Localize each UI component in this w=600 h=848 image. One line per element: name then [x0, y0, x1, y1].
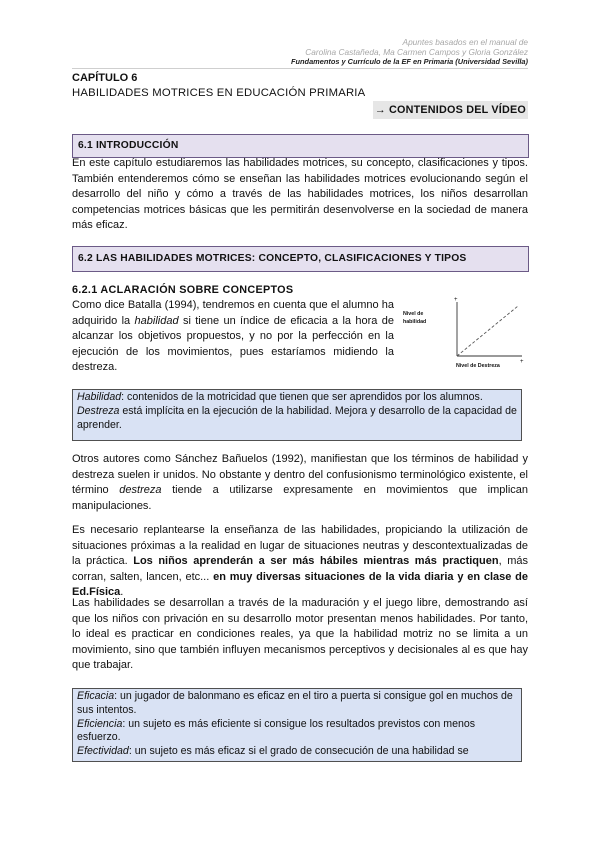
text-run: tiende a utilizarse expresamente en movimientos que implican manipulaciones.	[72, 484, 529, 512]
sanchez-paragraph	[72, 452, 528, 514]
text-run: .	[120, 586, 124, 599]
definition-destreza	[77, 405, 517, 433]
definition-box-eficacia	[72, 688, 522, 762]
replantear-paragraph	[72, 523, 528, 601]
definition-habilidad	[77, 391, 517, 405]
definition-eficacia	[77, 690, 517, 718]
x-axis-label: Nivel de Destreza	[456, 363, 500, 369]
video-contents-link[interactable]: → CONTENIDOS DEL VÍDEO	[373, 101, 528, 119]
term: Eficiencia	[77, 717, 123, 730]
section-heading-habilidades: 6.2 LAS HABILIDADES MOTRICES: CONCEPTO, CLASIFICACIONES Y TIPOS	[72, 246, 529, 272]
maduracion-paragraph: Las habilidades se desarrollan a través de la maduración y el juego libre, demostrando así que los niños con privación en su desarrollo motor presentan menos habilidades. Por tanto, lo ideal es practicar en condiciones reales, ya que la habilidad motriz no se limita a un movimiento, sino que también influyen mecanismos perceptivos y decisionales al es que hay que trabajar.	[72, 597, 528, 672]
header-course-line: Fundamentos y Currículo de la EF en Primaria (Universidad Sevilla)	[291, 57, 528, 66]
y-label-line: habilidad	[403, 319, 427, 325]
definition-text: : contenidos de la motricidad que tienen que ser aprendidos por los alumnos.	[121, 391, 483, 403]
definition-efectividad	[77, 745, 517, 759]
definition-text: : un jugador de balonmano es eficaz en el tiro a puerta si consigue gol en muchos de sus intentos.	[77, 690, 513, 716]
definition-box-habilidad-destreza	[72, 389, 522, 441]
italic-term: destreza	[119, 484, 162, 497]
chapter-title: HABILIDADES MOTRICES EN EDUCACIÓN PRIMARIA	[72, 87, 366, 99]
definition-eficiencia	[77, 718, 517, 746]
term: Efectividad	[77, 745, 129, 758]
chapter-label: CAPÍTULO 6	[72, 72, 138, 84]
skill-dexterity-figure	[398, 296, 530, 374]
definition-text: : un sujeto es más eficiente si consigue los resultados previstos con menos esfuerzo.	[77, 717, 476, 744]
definition-text: : un sujeto es más eficaz si el grado de consecución de una habilidad se	[128, 745, 469, 758]
header-source-line: Apuntes basados en el manual de	[402, 37, 528, 47]
subsection-heading: 6.2.1 ACLARACIÓN SOBRE CONCEPTOS	[72, 284, 294, 296]
header-divider	[72, 68, 528, 69]
y-axis-label	[403, 310, 439, 326]
definition-text: está implícita en la ejecución de la habilidad. Mejora y desarrollo de la capacidad de aprender.	[77, 404, 517, 431]
y-label-line: Nivel de	[403, 311, 424, 317]
dashed-diagonal	[457, 306, 518, 356]
text-run: Como dice Batalla (1994), tendremos en cuenta que el alumno ha adquirido la	[72, 299, 394, 327]
term: Destreza	[77, 404, 120, 417]
intro-paragraph: En este capítulo estudiaremos las habilidades motrices, su concepto, clasificaciones y tipos. También entenderemos cómo se enseñan las habilidades motrices evolucionando según el desarrollo del niño y cómo a través de las habilidades motrices, los niños desarrollan competencias motrices básicas que les permitirán desenvolverse en la sociedad de manera más eficaz.	[72, 157, 528, 232]
bold-run: en muy diversas situaciones de la vida diaria y en clase de Ed.Física	[72, 570, 528, 599]
text-run: Otros autores como Sánchez Bañuelos (1992), manifiestan que los términos de habilidad y destreza suelen ir unidos. No obstante y dentro del confusionismo terminológico existente, el término	[72, 453, 528, 497]
x-plus-mark: +	[520, 359, 524, 365]
text-run: si tiene un índice de eficacia a la hora de alcanzar los objetivos propuestos, y no por la perfección en la ejecución de los movimientos, pues estaríamos midiendo la destreza.	[72, 314, 395, 374]
term: Habilidad	[77, 391, 122, 403]
text-run: Es necesario replantearse la enseñanza de las habilidades, propiciando la utilización de situaciones próximas a la realidad en lugar de situaciones neutras y descontextualizadas de la práctica.	[72, 524, 528, 568]
text-run: , más corran, salten, lancen, etc...	[72, 555, 528, 583]
bold-run: Los niños aprenderán a ser más hábiles mientras más practiquen	[133, 555, 499, 568]
y-plus-mark: +	[454, 297, 458, 303]
batalla-paragraph	[72, 298, 394, 376]
section-heading-intro: 6.1 INTRODUCCIÓN	[72, 134, 529, 158]
header-authors-line: Carolina Castañeda, Ma Carmen Campos y Gloria González	[305, 47, 528, 57]
italic-term: habilidad	[134, 314, 179, 327]
term: Eficacia	[77, 690, 115, 702]
